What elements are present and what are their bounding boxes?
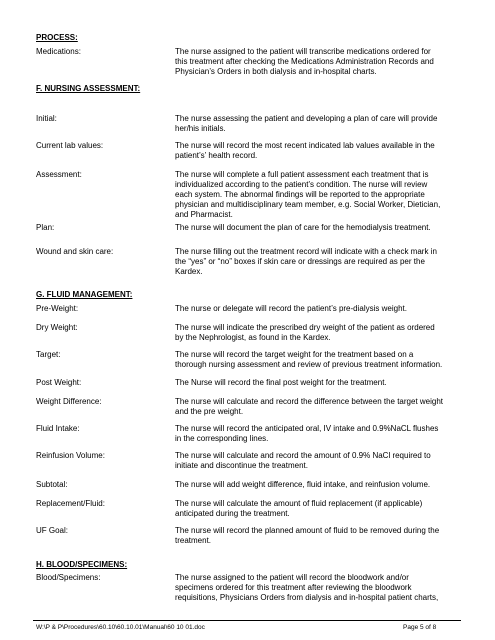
description-line: each system. The abnormal findings will be reported to the appropriate <box>175 190 425 199</box>
definition-term: Dry Weight: <box>36 323 78 332</box>
description-line: The nurse assigned to the patient will transcribe medications ordered for <box>175 47 431 56</box>
definition-description <box>175 451 475 471</box>
description-line: The nurse will calculate the amount of fluid replacement (if applicable) <box>175 499 423 508</box>
definition-term: Assessment: <box>36 170 82 179</box>
definition-term: UF Goal: <box>36 526 69 535</box>
heading-nursing-assessment: F. NURSING ASSESSMENT: <box>36 84 141 93</box>
description-line: requisitions, Physicians Orders from dialysis and in-hospital patient charts, <box>175 593 439 602</box>
definition-description <box>175 424 475 444</box>
definition-term: Weight Difference: <box>36 397 102 406</box>
definition-description <box>175 114 475 134</box>
description-line: this treatment after checking the Medications Administration Records and <box>175 57 434 66</box>
description-line: The nurse will calculate and record the difference between the target weight <box>175 397 444 406</box>
description-line: thorough nursing assessment and review of previous treatment information. <box>175 360 443 369</box>
description-line: the “yes” or “no” boxes if skin care or dressings are required as per the <box>175 257 425 266</box>
description-line: The Nurse will record the final post weight for the treatment. <box>175 378 387 387</box>
description-line: initiate and discontinue the treatment. <box>175 461 308 470</box>
description-line: in the corresponding lines. <box>175 434 269 443</box>
definition-description <box>175 378 475 388</box>
definition-description <box>175 526 475 546</box>
description-line: The nurse will record the anticipated oral, IV intake and 0.9%NaCL flushes <box>175 424 439 433</box>
description-line: The nurse assigned to the patient will record the bloodwork and/or <box>175 573 409 582</box>
definition-term: Post Weight: <box>36 378 82 387</box>
description-line: and the pre weight. <box>175 407 244 416</box>
description-line: individualized according to the patient’s condition. The nurse will review <box>175 180 428 189</box>
definition-description <box>175 304 475 314</box>
heading-process: PROCESS: <box>36 33 78 42</box>
definition-description <box>175 480 475 490</box>
description-line: The nurse will complete a full patient assessment each treatment that is <box>175 170 429 179</box>
definition-description <box>175 223 475 233</box>
definition-description <box>175 170 475 220</box>
definition-term: Blood/Specimens: <box>36 573 101 582</box>
description-line: The nurse will record the planned amount of fluid to be removed during the <box>175 526 440 535</box>
definition-description <box>175 499 475 519</box>
heading-blood-specimens: H. BLOOD/SPECIMENS: <box>36 560 128 569</box>
definition-term: Initial: <box>36 114 57 123</box>
description-line: The nurse will record the most recent indicated lab values available in the <box>175 141 435 150</box>
description-line: treatment. <box>175 536 212 545</box>
description-line: The nurse will calculate and record the amount of 0.9% NaCl required to <box>175 451 431 460</box>
definition-description <box>175 573 475 603</box>
definition-term: Wound and skin care: <box>36 247 114 256</box>
description-line: physician and multidisciplinary team member, e.g. Social Worker, Dietician, <box>175 200 441 209</box>
definition-term: Target: <box>36 350 61 359</box>
heading-fluid-management: G. FLUID MANAGEMENT: <box>36 290 133 299</box>
description-line: and Pharmacist. <box>175 210 233 219</box>
definition-term: Current lab values: <box>36 141 104 150</box>
definition-description <box>175 323 475 343</box>
description-line: anticipated during the treatment. <box>175 509 290 518</box>
definition-description <box>175 397 475 417</box>
description-line: The nurse assessing the patient and developing a plan of care will provide <box>175 114 438 123</box>
description-line: The nurse will indicate the prescribed dry weight of the patient as ordered <box>175 323 435 332</box>
footer-rule <box>33 620 461 621</box>
footer-file-path: W:\P & P\Procedures\60.10\60.10.01\Manual\60 10 01.doc <box>36 624 205 631</box>
description-line: The nurse will document the plan of care for the hemodialysis treatment. <box>175 223 431 232</box>
definition-description <box>175 47 475 77</box>
definition-description <box>175 247 475 277</box>
description-line: Kardex. <box>175 267 203 276</box>
definition-term: Replacement/Fluid: <box>36 499 105 508</box>
definition-term: Reinfusion Volume: <box>36 451 105 460</box>
description-line: her/his initials. <box>175 124 226 133</box>
definition-term: Plan: <box>36 223 55 232</box>
description-line: The nurse filling out the treatment record will indicate with a check mark in <box>175 247 437 256</box>
definition-term: Pre-Weight: <box>36 304 79 313</box>
description-line: The nurse will record the target weight for the treatment based on a <box>175 350 414 359</box>
definition-description <box>175 141 475 161</box>
definition-description <box>175 350 475 370</box>
description-line: by the Nephrologist, as found in the Kardex. <box>175 333 331 342</box>
definition-term: Fluid Intake: <box>36 424 80 433</box>
description-line: specimens ordered for this treatment after reviewing the bloodwork <box>175 583 412 592</box>
definition-term: Medications: <box>36 47 81 56</box>
description-line: patient’s’ health record. <box>175 151 258 160</box>
description-line: Physician’s Orders in both dialysis and in-hospital charts. <box>175 67 377 76</box>
description-line: The nurse or delegate will record the patient’s pre-dialysis weight. <box>175 304 407 313</box>
description-line: The nurse will add weight difference, fluid intake, and reinfusion volume. <box>175 480 431 489</box>
definition-term: Subtotal: <box>36 480 68 489</box>
footer-page-number: Page 5 of 8 <box>403 624 437 631</box>
